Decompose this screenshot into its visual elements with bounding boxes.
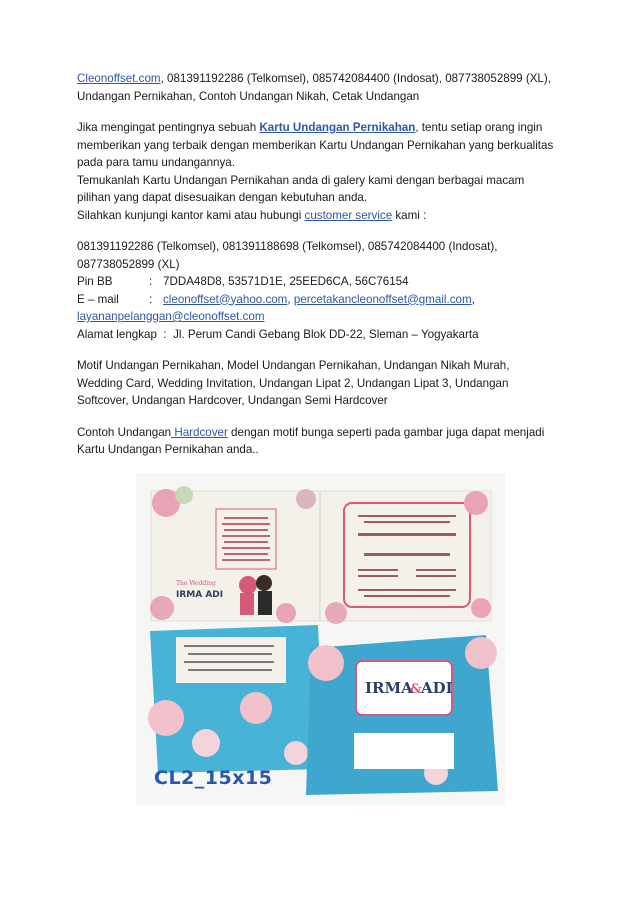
link-email-layanan[interactable]: layananpelanggan@cleonoffset.com xyxy=(77,310,265,323)
invitation-product-photo xyxy=(136,473,505,805)
email-colon: : xyxy=(149,292,153,306)
link-kartu-undangan[interactable]: Kartu Undangan Pernikahan xyxy=(259,121,416,134)
contact-address-row xyxy=(77,326,567,344)
left-title: The Wedding xyxy=(176,580,216,587)
p3-line1: Motif Undangan Pernikahan, Model Undangan Pernikahan, Undangan Nikah Murah, xyxy=(77,359,510,372)
p4-pre: Contoh Undangan xyxy=(77,425,172,439)
p2-line6 xyxy=(77,207,567,225)
intro-phones: , 081391192286 (Telkomsel), 085742084400 (Indosat), 087738052899 (XL), xyxy=(160,72,551,85)
link-email-gmail[interactable]: percetakancleonoffset@gmail.com xyxy=(293,292,472,306)
product-code: CL2_15x15 xyxy=(154,767,273,789)
p2-l6-post: kami : xyxy=(392,208,427,222)
link-hardcover[interactable]: Hardcover xyxy=(171,425,228,439)
link-customer-service[interactable]: customer service xyxy=(304,208,393,222)
p2-pre: Jika mengingat pentingnya sebuah xyxy=(77,121,260,134)
address-value: Jl. Perum Candi Gebang Blok DD-22, Sleman – Yogyakarta xyxy=(173,327,479,341)
p2-l6-pre: Silahkan kunjungi kantor kami atau hubungi xyxy=(77,208,305,222)
link-cleonoffset[interactable]: Cleonoffset.com xyxy=(77,72,161,85)
pinbb-label: Pin BB xyxy=(77,275,113,288)
p2-line5: pilihan yang dapat disesuaikan dengan kebutuhan anda. xyxy=(77,191,368,204)
email-sep: , xyxy=(287,292,294,306)
p2-line2: memberikan yang terbaik dengan memberikan Kartu Undangan Pernikahan yang berkualitas xyxy=(77,138,554,152)
p4-line2: Kartu Undangan Pernikahan anda.. xyxy=(77,443,259,456)
p2-line4: Temukanlah Kartu Undangan Pernikahan anda di galery kami dengan berbagai macam xyxy=(77,173,525,187)
contact-email-row xyxy=(77,291,567,309)
contact-phones-2: 087738052899 (XL) xyxy=(77,257,180,271)
p2-post: , tentu setiap orang ingin xyxy=(415,121,543,134)
paragraph-intro-2 xyxy=(77,119,567,137)
email-label: E – mail xyxy=(77,292,119,306)
document-body xyxy=(77,70,567,459)
invitation-illustration xyxy=(136,473,505,805)
p3-line3: Softcover, Undangan Hardcover, Undangan Semi Hardcover xyxy=(77,394,388,407)
left-names: IRMA ADI xyxy=(176,590,224,600)
envelope-amp: & xyxy=(410,682,422,697)
p3-line2: Wedding Card, Wedding Invitation, Undangan Lipat 2, Undangan Lipat 3, Undangan xyxy=(77,376,509,390)
intro-keywords: Undangan Pernikahan, Contoh Undangan Nikah, Cetak Undangan xyxy=(77,89,420,103)
address-colon: : xyxy=(163,327,167,341)
pinbb-colon: : xyxy=(149,275,153,288)
envelope-name-2: ADI xyxy=(421,679,453,697)
contact-phones-1: 081391192286 (Telkomsel), 081391188698 (Telkomsel), 085742084400 (Indosat), xyxy=(77,240,498,253)
address-label: Alamat lengkap xyxy=(77,327,157,341)
contact-pinbb-row xyxy=(77,273,567,291)
contact-email-row-2 xyxy=(77,308,567,326)
email-values xyxy=(163,291,475,309)
paragraph-intro-1 xyxy=(77,70,567,88)
email-end: , xyxy=(471,292,475,306)
link-email-yahoo[interactable]: cleonoffset@yahoo.com xyxy=(163,292,288,306)
pinbb-value: 7DDA48D8, 53571D1E, 25EED6CA, 56C76154 xyxy=(163,275,409,288)
envelope-name-1: IRMA xyxy=(365,679,413,697)
p2-line3: pada para tamu undangannya. xyxy=(77,156,235,169)
paragraph-contoh xyxy=(77,424,567,442)
p4-post: dengan motif bunga seperti pada gambar juga dapat menjadi xyxy=(227,425,545,439)
